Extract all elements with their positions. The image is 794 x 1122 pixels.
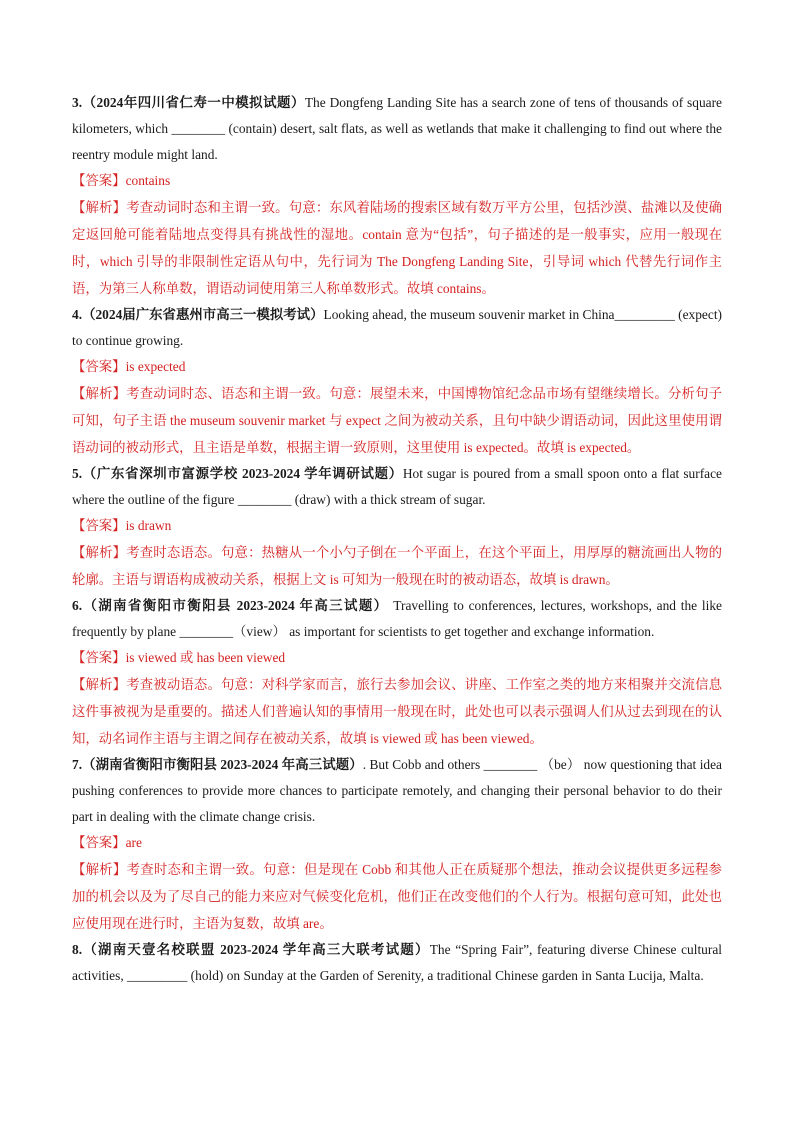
question-stem-start: Travelling to conferences, lectures, workshops, and the like frequently by plane xyxy=(72,598,723,639)
answer-line xyxy=(72,645,722,671)
question-stem-start: The “Spring Fair”, featuring diverse Chinese cultural activities, xyxy=(72,942,722,983)
answer-tag: 【答案】 xyxy=(72,359,126,374)
question-stem-start: Looking ahead, the museum souvenir market in China xyxy=(323,307,615,322)
analysis-tag: 【解析】 xyxy=(72,386,127,401)
answer-text: is expected xyxy=(125,359,186,374)
question-stem-end: (draw) with a thick stream of sugar. xyxy=(291,492,486,507)
question-blank: ________ xyxy=(237,492,292,507)
analysis-text: 考查动词时态、语态和主谓一致。句意：展望未来，中国博物馆纪念品市场有望继续增长。分析句子可知，句子主语 the museum souvenir market 与 expect 之间为被动关系，且句中缺少谓语动词，因此这里使用谓语动词的被动形式，且主语是单数，根据主谓一致原则，这里使用 is expected。故填 is expected。 xyxy=(72,386,723,455)
question-item xyxy=(72,90,722,302)
question-blank: ________ xyxy=(171,121,226,136)
question-stem-end: (contain) desert, salt flats, as well as wetlands that make it challenging to find out where the reentry module might land. xyxy=(72,121,722,162)
answer-line xyxy=(72,830,722,856)
answer-tag: 【答案】 xyxy=(72,650,126,665)
analysis-tag: 【解析】 xyxy=(72,200,127,215)
question-number: 5. xyxy=(72,466,83,481)
analysis-block xyxy=(72,380,722,461)
question-item xyxy=(72,302,722,461)
answer-line xyxy=(72,354,722,380)
analysis-block xyxy=(72,671,722,752)
question-stem-end: (expect) to continue growing. xyxy=(72,307,722,348)
answer-text: are xyxy=(125,835,142,850)
question-source: （湖南省衡阳市衡阳县 2023-2024 年高三试题） xyxy=(82,757,363,772)
question-item xyxy=(72,752,722,937)
question-number: 8. xyxy=(72,942,83,957)
question-blank: ________ xyxy=(179,624,234,639)
question-number: 7. xyxy=(72,757,83,772)
question-stem-start: The Dongfeng Landing Site has a search zone of tens of thousands of square kilometers, which xyxy=(72,95,722,136)
answer-tag: 【答案】 xyxy=(72,518,126,533)
question-stem-end: （be） now questioning that idea pushing conferences to provide more chances to participate remotely, and changing their personal behavior to do their part in dealing with the climate change crisis. xyxy=(72,757,722,824)
question-number: 3. xyxy=(72,95,83,110)
question-source: （2024届广东省惠州市高三一模拟考试） xyxy=(82,307,324,322)
question-item xyxy=(72,937,722,989)
answer-text: is drawn xyxy=(125,518,172,533)
analysis-block xyxy=(72,856,722,937)
question-blank: ________ xyxy=(483,757,538,772)
analysis-tag: 【解析】 xyxy=(72,862,127,877)
analysis-text: 考查时态和主谓一致。句意：但是现在 Cobb 和其他人正在质疑那个想法，推动会议提供更多远程参加的机会以及为了尽自己的能力来应对气候变化危机，他们正在改变他们的个人行为。根据句意可知，此处也应使用现在进行时，主语为复数，故填 are。 xyxy=(72,862,723,931)
answer-tag: 【答案】 xyxy=(72,173,126,188)
analysis-tag: 【解析】 xyxy=(72,545,127,560)
analysis-text: 考查动词时态和主谓一致。句意：东风着陆场的搜索区域有数万平方公里，包括沙漠、盐滩以及使确定返回舱可能着陆地点变得具有挑战性的湿地。contain 意为“包括”，句子描述的是一般事实，应用一般现在时，which 引导的非限制性定语从句中，先行词为 The Dongfeng Landing Site，引导词 which 代替先行词作主语，为第三人称单数，谓语动词使用第三人称单数形式。故填 contains。 xyxy=(72,200,723,296)
question-number: 4. xyxy=(72,307,83,322)
question-source: （2024年四川省仁寿一中模拟试题） xyxy=(82,95,305,110)
analysis-text: 考查时态语态。句意：热糖从一个小勺子倒在一个平面上，在这个平面上，用厚厚的糖流画出人物的轮廓。主语与谓语构成被动关系，根据上文 is 可知为一般现在时的被动语态，故填 is drawn。 xyxy=(72,545,723,587)
answer-text: is viewed 或 has been viewed xyxy=(125,650,286,665)
analysis-text: 考查被动语态。句意：对科学家而言，旅行去参加会议、讲座、工作室之类的地方来相聚并交流信息这件事被视为是重要的。描述人们普遍认知的事情用一般现在时，此处也可以表示强调人们从过去到现在的认知，动名词作主语与主谓之间存在被动关系，故填 is viewed 或 has been viewed。 xyxy=(72,677,723,746)
question-source: （广东省深圳市富源学校 2023-2024 学年调研试题） xyxy=(82,466,403,481)
question-text xyxy=(72,937,722,989)
question-number: 6. xyxy=(72,598,83,613)
question-text xyxy=(72,593,722,645)
question-text xyxy=(72,752,722,830)
answer-text: contains xyxy=(125,173,171,188)
analysis-tag: 【解析】 xyxy=(72,677,127,692)
answer-tag: 【答案】 xyxy=(72,835,126,850)
analysis-block xyxy=(72,539,722,593)
answer-line xyxy=(72,168,722,194)
question-blank: _________ xyxy=(127,968,188,983)
question-blank: _________ xyxy=(614,307,675,322)
question-source: （湖南省衡阳市衡阳县 2023-2024 年高三试题） xyxy=(82,598,389,613)
question-source: （湖南天壹名校联盟 2023-2024 学年高三大联考试题） xyxy=(82,942,430,957)
answer-line xyxy=(72,513,722,539)
question-text xyxy=(72,461,722,513)
question-text xyxy=(72,90,722,168)
analysis-block xyxy=(72,194,722,302)
question-stem-end: （view） as important for scientists to get together and exchange information. xyxy=(233,624,655,639)
exercise-page xyxy=(72,90,722,989)
question-item xyxy=(72,461,722,593)
question-stem-start: . But Cobb and others xyxy=(362,757,484,772)
question-stem-end: (hold) on Sunday at the Garden of Serenity, a traditional Chinese garden in Santa Lucija, Malta. xyxy=(187,968,704,983)
question-stem-start: Hot sugar is poured from a small spoon onto a flat surface where the outline of the figure xyxy=(72,466,722,507)
question-item xyxy=(72,593,722,752)
question-text xyxy=(72,302,722,354)
